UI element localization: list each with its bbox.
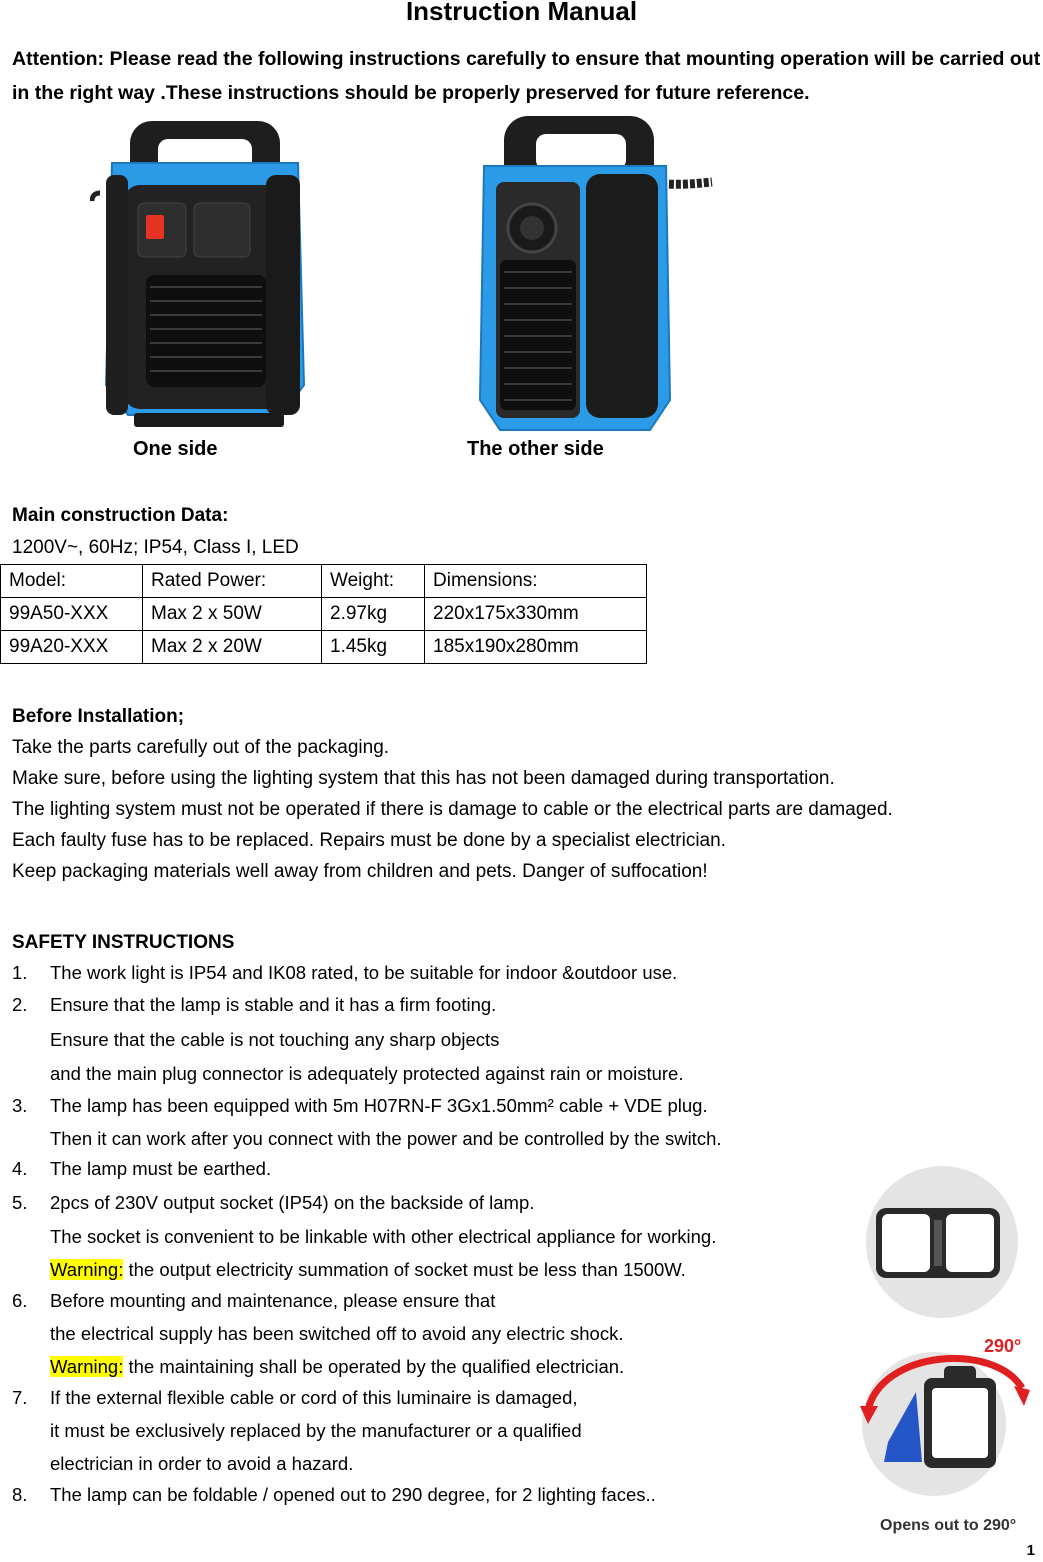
safety-item-continuation: electrician in order to avoid a hazard. <box>50 1453 354 1474</box>
table-header-cell: Rated Power: <box>143 565 322 598</box>
warning-label: Warning: <box>50 1356 124 1377</box>
safety-item <box>12 1192 534 1214</box>
safety-item-text: The work light is IP54 and IK08 rated, to be suitable for indoor &outdoor use. <box>50 962 678 983</box>
fold-degrees-label: 290° <box>984 1336 1022 1356</box>
safety-item <box>12 1158 271 1180</box>
before-installation-line: Keep packaging materials well away from children and pets. Danger of suffocation! <box>12 861 708 882</box>
table-header-cell: Model: <box>1 565 143 598</box>
table-cell: 99A50-XXX <box>1 598 143 631</box>
safety-item-text: Before mounting and maintenance, please ensure that <box>50 1290 496 1311</box>
safety-item <box>12 1484 656 1506</box>
fold-illustration <box>858 1162 1040 1540</box>
product-image-one-side <box>90 115 320 437</box>
safety-item-continuation: Ensure that the cable is not touching any sharp objects <box>50 1029 500 1050</box>
table-header-cell: Dimensions: <box>425 565 647 598</box>
table-cell: 185x190x280mm <box>425 631 647 664</box>
table-cell: 99A20-XXX <box>1 631 143 664</box>
safety-item-number: 5. <box>12 1192 28 1213</box>
table-header-row <box>1 565 647 598</box>
safety-item-text: Ensure that the lamp is stable and it has a firm footing. <box>50 994 497 1015</box>
construction-heading: Main construction Data: <box>12 505 229 526</box>
attention-paragraph: Attention: Please read the following instructions carefully to ensure that mounting operation will be carried out in the right way .These instructions should be properly preserved for future reference. <box>12 48 1041 104</box>
product-image-other-side <box>460 112 720 438</box>
safety-item <box>12 1290 495 1312</box>
safety-item-continuation: Then it can work after you connect with the power and be controlled by the switch. <box>50 1128 722 1149</box>
safety-item-continuation: the electrical supply has been switched off to avoid any electric shock. <box>50 1323 624 1344</box>
warning-text: the maintaining shall be operated by the qualified electrician. <box>123 1356 625 1377</box>
safety-item-number: 1. <box>12 962 28 983</box>
safety-warning-line <box>50 1356 624 1378</box>
safety-item-text: 2pcs of 230V output socket (IP54) on the backside of lamp. <box>50 1192 535 1213</box>
safety-item-continuation: and the main plug connector is adequately protected against rain or moisture. <box>50 1063 684 1084</box>
safety-item <box>12 962 677 984</box>
fold-caption: Opens out to 290° <box>880 1517 1017 1534</box>
table-row <box>1 598 647 631</box>
safety-item-continuation: The socket is convenient to be linkable with other electrical appliance for working. <box>50 1226 717 1247</box>
construction-spec-line: 1200V~, 60Hz; IP54, Class I, LED <box>12 537 299 558</box>
table-cell: 1.45kg <box>322 631 425 664</box>
table-row <box>1 631 647 664</box>
spec-table <box>0 564 647 664</box>
safety-item <box>12 994 496 1016</box>
safety-item <box>12 1095 708 1117</box>
safety-item-number: 3. <box>12 1095 28 1116</box>
before-installation-line: Take the parts carefully out of the packaging. <box>12 737 390 758</box>
safety-item-continuation: it must be exclusively replaced by the manufacturer or a qualified <box>50 1420 582 1441</box>
safety-heading: SAFETY INSTRUCTIONS <box>12 932 235 953</box>
table-cell: 2.97kg <box>322 598 425 631</box>
safety-item-text: The lamp can be foldable / opened out to 290 degree, for 2 lighting faces.. <box>50 1484 656 1505</box>
folded-lamp-icon <box>876 1208 1000 1278</box>
warning-label: Warning: <box>50 1259 124 1280</box>
safety-item-number: 8. <box>12 1484 28 1505</box>
caption-other-side: The other side <box>467 438 604 460</box>
before-installation-line: Each faulty fuse has to be replaced. Repairs must be done by a specialist electrician. <box>12 830 726 851</box>
before-installation-line: The lighting system must not be operated if there is damage to cable or the electrical parts are damaged. <box>12 799 893 820</box>
safety-item-number: 4. <box>12 1158 28 1179</box>
page-title: Instruction Manual <box>405 0 638 26</box>
before-installation-line: Make sure, before using the lighting system that this has not been damaged during transportation. <box>12 768 835 789</box>
safety-item-number: 7. <box>12 1387 28 1408</box>
safety-item-text: The lamp has been equipped with 5m H07RN-F 3Gx1.50mm² cable + VDE plug. <box>50 1095 708 1116</box>
page-number: 1 <box>1026 1542 1035 1559</box>
table-cell: 220x175x330mm <box>425 598 647 631</box>
safety-item-number: 6. <box>12 1290 28 1311</box>
safety-warning-line <box>50 1259 686 1281</box>
safety-item-text: If the external flexible cable or cord of this luminaire is damaged, <box>50 1387 578 1408</box>
safety-item-text: The lamp must be earthed. <box>50 1158 272 1179</box>
table-cell: Max 2 x 50W <box>143 598 322 631</box>
caption-one-side: One side <box>133 438 218 460</box>
safety-item <box>12 1387 578 1409</box>
warning-text: the output electricity summation of socket must be less than 1500W. <box>123 1259 686 1280</box>
table-cell: Max 2 x 20W <box>143 631 322 664</box>
table-header-cell: Weight: <box>322 565 425 598</box>
safety-item-number: 2. <box>12 994 28 1015</box>
before-installation-heading: Before Installation; <box>12 706 185 727</box>
